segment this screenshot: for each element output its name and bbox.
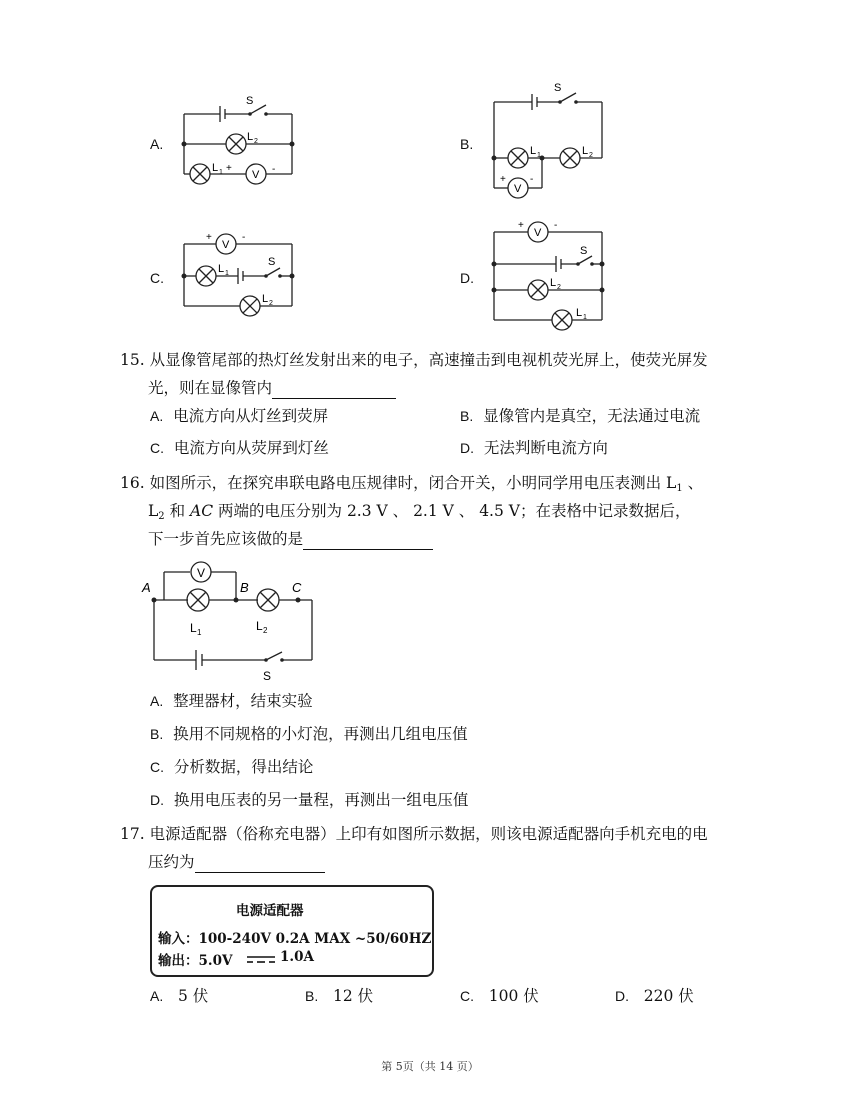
question-number: 15. [120,351,145,369]
label-plus: + [206,232,212,243]
q17-option-b[interactable] [305,985,373,1007]
option-letter: A. [150,408,164,424]
q14-circuit-c [176,226,298,322]
symbol-sub: 1 [676,483,683,494]
label-l: L [576,307,583,319]
option-text: 电流方向从灯丝到荧屏 [173,407,329,425]
question-number: 16. [120,474,145,492]
option-letter: D. [460,440,474,456]
q15-option-b[interactable] [460,405,700,427]
option-letter: D. [150,792,164,808]
lamp-l2-label: L [256,619,263,633]
adapter-output-current: 1.0A [280,949,314,965]
q14-option-c-letter[interactable]: C. [150,270,164,286]
option-letter: B. [150,726,164,742]
q14-option-b-letter[interactable]: B. [460,136,474,152]
question-text: 和 [164,502,191,520]
label-sub: 2 [557,284,561,291]
label-l: L [530,145,537,157]
question-text: 下一步首先应该做的是 [148,530,304,548]
question-text: 从显像管尾部的热灯丝发射出来的电子，高速撞击到电视机荧光屏上，使荧光屏发 [149,351,708,369]
label-v: V [534,227,542,239]
option-letter: D. [615,988,629,1004]
label-l: L [550,277,557,289]
adapter-output-voltage: 输出：5.0V [158,953,233,969]
label-sub: 1 [197,628,202,637]
option-letter: C. [460,988,474,1004]
question-16-stem-line3 [148,528,433,550]
option-letter: C. [150,759,164,775]
q14-circuit-d [486,212,610,336]
q15-option-c[interactable] [150,437,329,459]
label-minus: - [554,220,558,231]
option-text: 无法判断电流方向 [483,439,608,457]
question-text: 如图所示，在探究串联电路电压规律时，闭合开关，小明同学用电压表测出 [149,474,667,492]
answer-blank[interactable] [272,382,396,399]
option-text: 100 伏 [488,987,539,1005]
option-text: 换用不同规格的小灯泡，再测出几组电压值 [173,725,468,743]
label-sub: 2 [254,138,258,145]
dc-symbol-icon [246,955,276,965]
option-letter: C. [150,440,164,456]
power-adapter-label [150,885,434,977]
label-s: S [554,82,562,94]
option-text: 分析数据，得出结论 [173,758,314,776]
label-l: L [262,293,269,305]
q16-circuit-figure [138,552,328,682]
label-minus: - [530,174,534,185]
label-l: L [582,145,589,157]
question-text: 、 [682,474,704,492]
label-sub: 1 [583,314,587,321]
option-text: 显像管内是真空，无法通过电流 [483,407,701,425]
option-text: 12 伏 [333,987,374,1005]
label-sub: 1 [219,169,223,176]
voltmeter-label: V [197,566,206,580]
label-l: L [218,263,225,275]
option-text: 整理器材，结束实验 [173,692,313,710]
lamp-l1-label: L [190,621,197,635]
option-text: 5 伏 [178,987,209,1005]
point-b-label: B [240,580,249,595]
label-sub: 2 [589,152,593,159]
option-letter: B. [305,988,319,1004]
label-s: S [580,245,588,257]
question-number: 17. [120,825,145,843]
label-sub: 1 [537,152,541,159]
q17-option-a[interactable] [150,985,208,1007]
q16-option-b[interactable] [150,723,468,745]
label-l: L [247,131,254,143]
q14-circuit-b [486,78,610,202]
symbol-l: L [148,502,159,520]
adapter-input-spec: 输入：100-240V 0.2A MAX ~50/60HZ [158,931,432,947]
question-17-stem [120,823,708,845]
label-plus: + [518,220,524,231]
q15-option-d[interactable] [460,437,608,459]
q14-option-a-letter[interactable]: A. [150,136,164,152]
label-v: V [222,239,230,251]
label-s: S [246,95,254,107]
option-text: 220 伏 [643,987,694,1005]
label-minus: - [272,164,276,175]
label-sub: 1 [225,270,229,277]
label-s: S [268,256,276,268]
answer-blank[interactable] [303,533,433,550]
label-sub: 2 [269,300,273,307]
option-letter: B. [460,408,474,424]
q17-option-d[interactable] [615,985,694,1007]
question-text: 压约为 [148,853,195,871]
q16-option-d[interactable] [150,789,468,811]
q16-option-a[interactable] [150,690,313,712]
label-v: V [252,169,260,181]
q16-option-c[interactable] [150,756,313,778]
label-sub: 2 [263,626,268,635]
question-text: 两端的电压分别为 2.3 V 、 2.1 V 、 4.5 V；在表格中记录数据后， [213,502,691,520]
option-letter: A. [150,988,164,1004]
question-17-stem-line2 [148,851,325,873]
label-v: V [514,183,522,195]
option-letter: A. [150,693,164,709]
q17-option-c[interactable] [460,985,539,1007]
adapter-title: 电源适配器 [236,903,304,919]
answer-blank[interactable] [195,856,325,873]
question-15-stem-line2 [148,377,396,399]
label-plus: + [500,174,506,185]
page-footer: 第 5页（共 14 页） [381,1060,479,1073]
option-text: 电流方向从荧屏到灯丝 [173,439,329,457]
question-15-stem [120,349,708,371]
q14-circuit-a [176,92,298,190]
symbol-sub: 2 [158,511,165,522]
option-text: 换用电压表的另一量程，再测出一组电压值 [173,791,469,809]
question-16-stem-line2 [148,500,690,528]
label-minus: - [242,232,246,243]
question-text: 电源适配器（俗称充电器）上印有如图所示数据，则该电源适配器向手机充电的电 [149,825,708,843]
question-text: 光，则在显像管内 [148,379,273,397]
question-16-stem [120,472,703,500]
q14-option-d-letter[interactable]: D. [460,270,474,286]
symbol-ac: AC [190,502,214,520]
symbol-l: L [666,474,677,492]
point-c-label: C [292,580,302,595]
q15-option-a[interactable] [150,405,328,427]
switch-label: S [263,669,272,682]
label-l: L [212,162,219,174]
point-a-label: A [142,580,151,595]
label-plus: + [226,163,232,174]
